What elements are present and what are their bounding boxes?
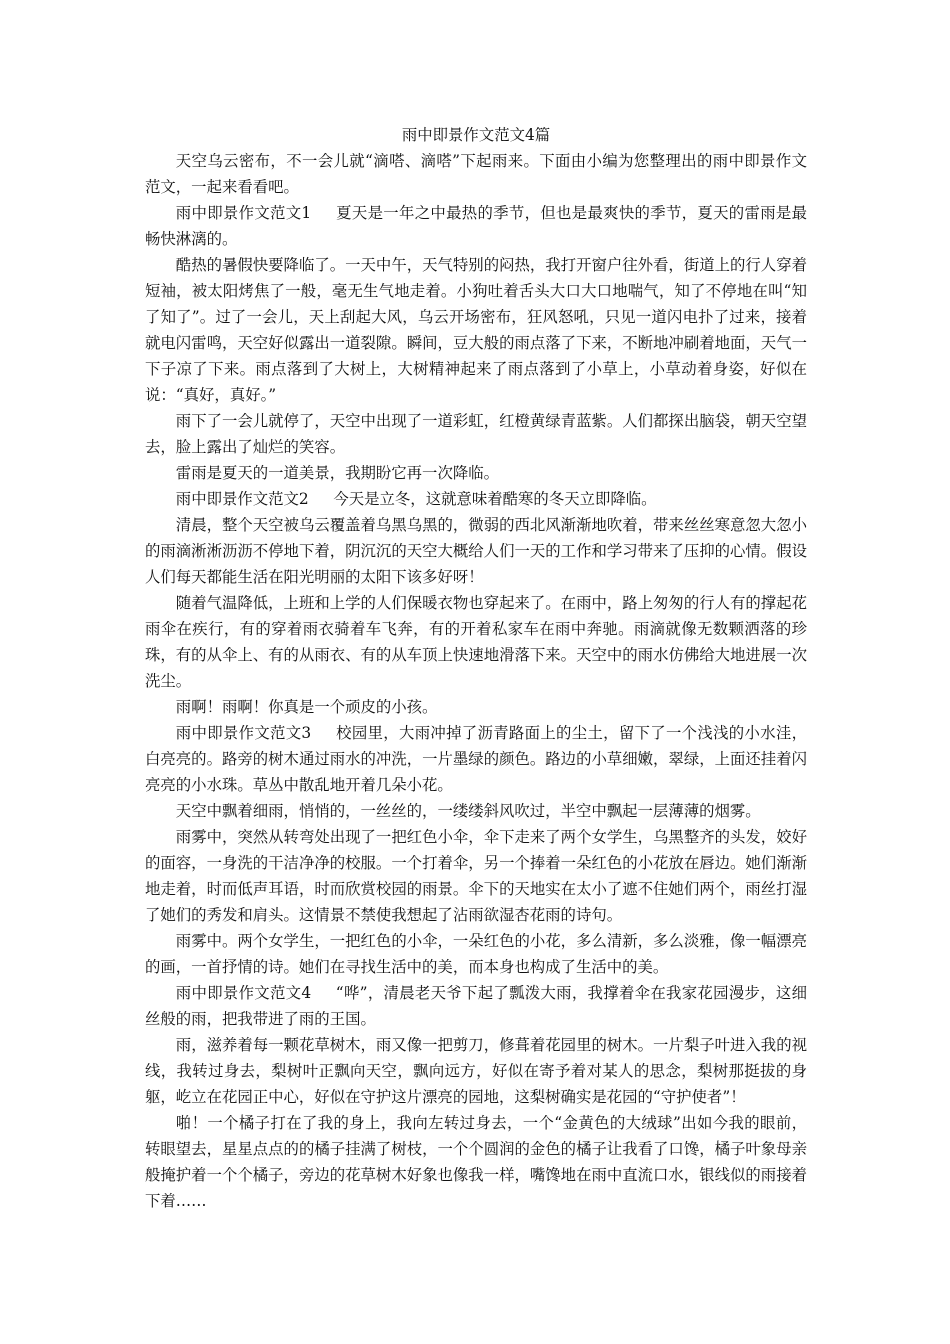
essay-1-first-line: 夏天是一年之中最热的季节，但也是最爽快的季节，夏天的雷雨是最畅快淋漓的。 [145,204,807,248]
document-title: 雨中即景作文范文4篇 [401,126,551,144]
essay-3-paragraph: 雨雾中，突然从转弯处出现了一把红色小伞，伞下走来了两个女学生，乌黑整齐的头发，姣好的面容，一身洗的干洁净净的校服。一个打着伞，另一个捧着一朵红色的小花放在唇边。她们渐渐地走着，时而低声耳语，时而欣赏校园的雨景。伞下的天地实在太小了遮不住她们两个，雨丝打湿了她们的秀发和肩头。这情景不禁使我想起了沾雨欲湿杏花雨的诗句。 [145,828,807,924]
essay-3-paragraph: 天空中飘着细雨，悄悄的，一丝丝的，一缕缕斜风吹过，半空中飘起一层薄薄的烟雾。 [175,802,761,820]
essay-1-paragraph: 雨下了一会儿就停了，天空中出现了一道彩虹，红橙黄绿青蓝紫。人们都探出脑袋，朝天空望去，脸上露出了灿烂的笑容。 [145,412,807,456]
document-page [145,122,807,1214]
essay-2-heading: 雨中即景作文范文2 [175,490,309,508]
essay-2-paragraph: 随着气温降低，上班和上学的人们保暖衣物也穿起来了。在雨中，路上匆匆的行人有的撑起花雨伞在疾行，有的穿着雨衣骑着车飞奔，有的开着私家车在雨中奔驰。雨滴就像无数颗洒落的珍珠，有的从伞上、有的从雨衣、有的从车顶上快速地滑落下来。天空中的雨水仿佛给大地进展一次洗尘。 [145,594,807,690]
essay-4-paragraph: 啪！一个橘子打在了我的身上，我向左转过身去，一个“金黄色的大绒球”出如今我的眼前，转眼望去，星星点点的的橘子挂满了树枝，一个个圆润的金色的橘子让我看了口馋，橘子叶象母亲般掩护着一个个橘子，旁边的花草树木好象也像我一样，嘴馋地在雨中直流口水，银线似的雨接着下着…… [145,1114,807,1210]
essay-4-heading: 雨中即景作文范文4 [175,984,312,1002]
essay-1-opening [145,200,807,252]
essay-1-paragraph: 酷热的暑假快要降临了。一天中午，天气特别的闷热，我打开窗户往外看，街道上的行人穿着短袖，被太阳烤焦了一般，毫无生气地走着。小狗吐着舌头大口大口地喘气，知了不停地在叫“知了知了”。过了一会儿，天上刮起大风，乌云开场密布，狂风怒吼，只见一道闪电扑了过来，接着就电闪雷鸣，天空好似露出一道裂隙。瞬间，豆大般的雨点落了下来，不断地冲刷着地面，天气一下子凉了下来。雨点落到了大树上，大树精神起来了雨点落到了小草上，小草动着身姿，好似在说：“真好，真好。” [145,256,807,404]
essay-3-heading: 雨中即景作文范文3 [175,724,312,742]
essay-2-opening [145,486,807,512]
essay-1-heading: 雨中即景作文范文1 [175,204,312,222]
essay-2-paragraph: 清晨，整个天空被乌云覆盖着乌黑乌黑的，微弱的西北风渐渐地吹着，带来丝丝寒意忽大忽小的雨滴淅淅沥沥不停地下着，阴沉沉的天空大概给人们一天的工作和学习带来了压抑的心情。假设人们每天都能生活在阳光明丽的太阳下该多好呀！ [145,516,807,586]
essay-1-paragraph: 雷雨是夏天的一道美景，我期盼它再一次降临。 [175,464,500,482]
essay-4-opening [145,980,807,1032]
essay-2-first-line: 今天是立冬，这就意味着酷寒的冬天立即降临。 [333,490,657,508]
essay-3-opening [145,720,807,798]
intro-paragraph: 天空乌云密布，不一会儿就“滴嗒、滴嗒”下起雨来。下面由小编为您整理出的雨中即景作文范文，一起来看看吧。 [145,152,807,196]
essay-2-paragraph: 雨啊！雨啊！你真是一个顽皮的小孩。 [175,698,438,716]
essay-4-first-line: “哗”，清晨老天爷下起了瓢泼大雨，我撑着伞在我家花园漫步，这细丝般的雨，把我带进了雨的王国。 [145,984,807,1028]
essay-3-first-line: 校园里，大雨冲掉了沥青路面上的尘土，留下了一个浅浅的小水洼，白亮亮的。路旁的树木通过雨水的冲洗，一片墨绿的颜色。路边的小草细嫩，翠绿，上面还挂着闪亮亮的小水珠。草丛中散乱地开着几朵小花。 [145,724,807,794]
essay-3-paragraph: 雨雾中。两个女学生，一把红色的小伞，一朵红色的小花，多么清新，多么淡雅，像一幅漂亮的画，一首抒情的诗。她们在寻找生活中的美，而本身也构成了生活中的美。 [145,932,807,976]
essay-4-paragraph: 雨，滋养着每一颗花草树木，雨又像一把剪刀，修葺着花园里的树木。一片梨子叶进入我的视线，我转过身去，梨树叶正飘向天空，飘向远方，好似在寄予着对某人的思念，梨树那挺拔的身躯，屹立在花园正中心，好似在守护这片漂亮的园地，这梨树确实是花园的“守护使者”！ [145,1036,807,1106]
